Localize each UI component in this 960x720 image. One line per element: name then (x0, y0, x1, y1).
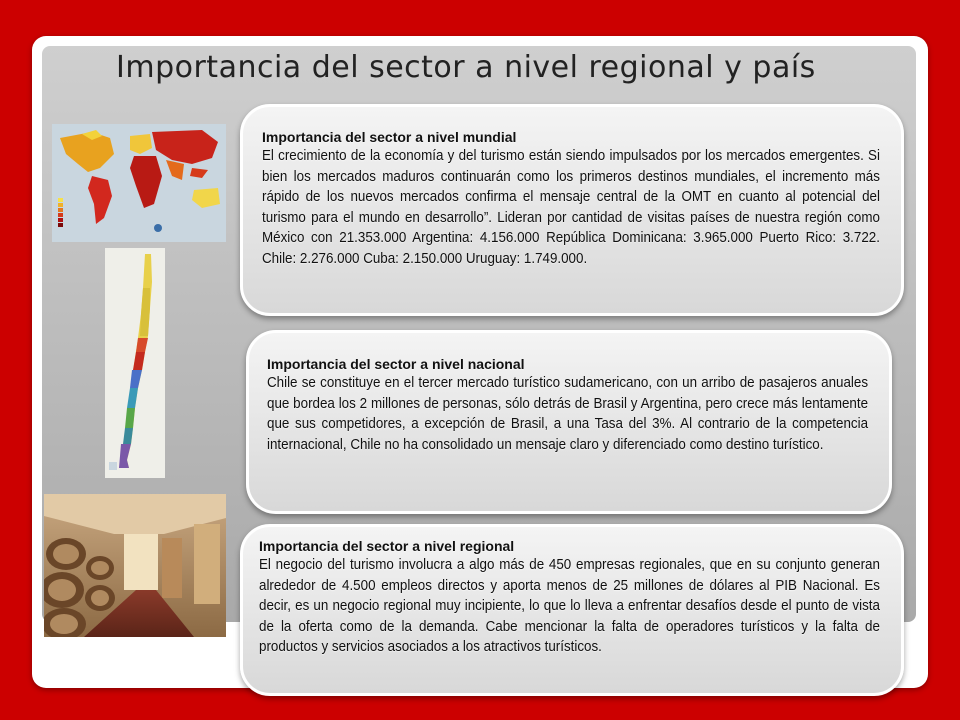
slide-title: Importancia del sector a nivel regional y país (116, 50, 816, 85)
world-map-image (52, 124, 226, 242)
section-national-body: Chile se constituye en el tercer mercado turístico sudamericano, con un arribo de pasajeros anuales que bordea los 2 millones de personas, sólo detrás de Brasil y Argentina, pero crece más lentamente que sus competidores, a excepción de Brasil, a una Tasa del 3%. Al contrario de la competencia internacional, Chile no ha consolidado un mensaje claro y diferenciado como destino turístico. (267, 375, 869, 453)
section-regional-heading: Importancia del sector a nivel regional (259, 538, 515, 554)
section-regional-box (240, 524, 904, 696)
section-world-heading: Importancia del sector a nivel mundial (262, 129, 517, 145)
section-world-box (240, 104, 904, 316)
chile-map-image (105, 248, 165, 478)
section-national-box (246, 330, 892, 514)
section-world-body: El crecimiento de la economía y del turismo están siendo impulsados por los mercados emergentes. Si bien los mercados maduros continuarán como los primeros destinos mundiales, el incremento más rápido de los nuevos mercados confirma el mensaje central de la OMT en cuanto al potencial del turismo para el mundo en desarrollo”. Lideran por cantidad de visitas países de nuestra región como México con 21.353.000 Argentina: 4.156.000 República Dominicana: 3.965.000 Puerto Rico: 3.722. Chile: 2.276.000 Cuba: 2.150.000 Uruguay: 1.749.000. (262, 148, 880, 267)
wine-cellar-photo (44, 494, 226, 637)
section-national-heading: Importancia del sector a nivel nacional (267, 356, 525, 372)
section-regional-body: El negocio del turismo involucra a algo más de 450 empresas regionales, que en su conjunto generan alrededor de 4.500 empleos directos y aporta menos de 25 millones de dólares al PIB Nacional. Es decir, es un negocio regional muy incipiente, lo que lo lleva a enfrentar desafíos desde el punto de vista de la oferta como de la demanda. Cabe mencionar la falta de operadores turísticos y la falta de productos y servicios asociados a los atractivos turísticos. (259, 557, 880, 655)
